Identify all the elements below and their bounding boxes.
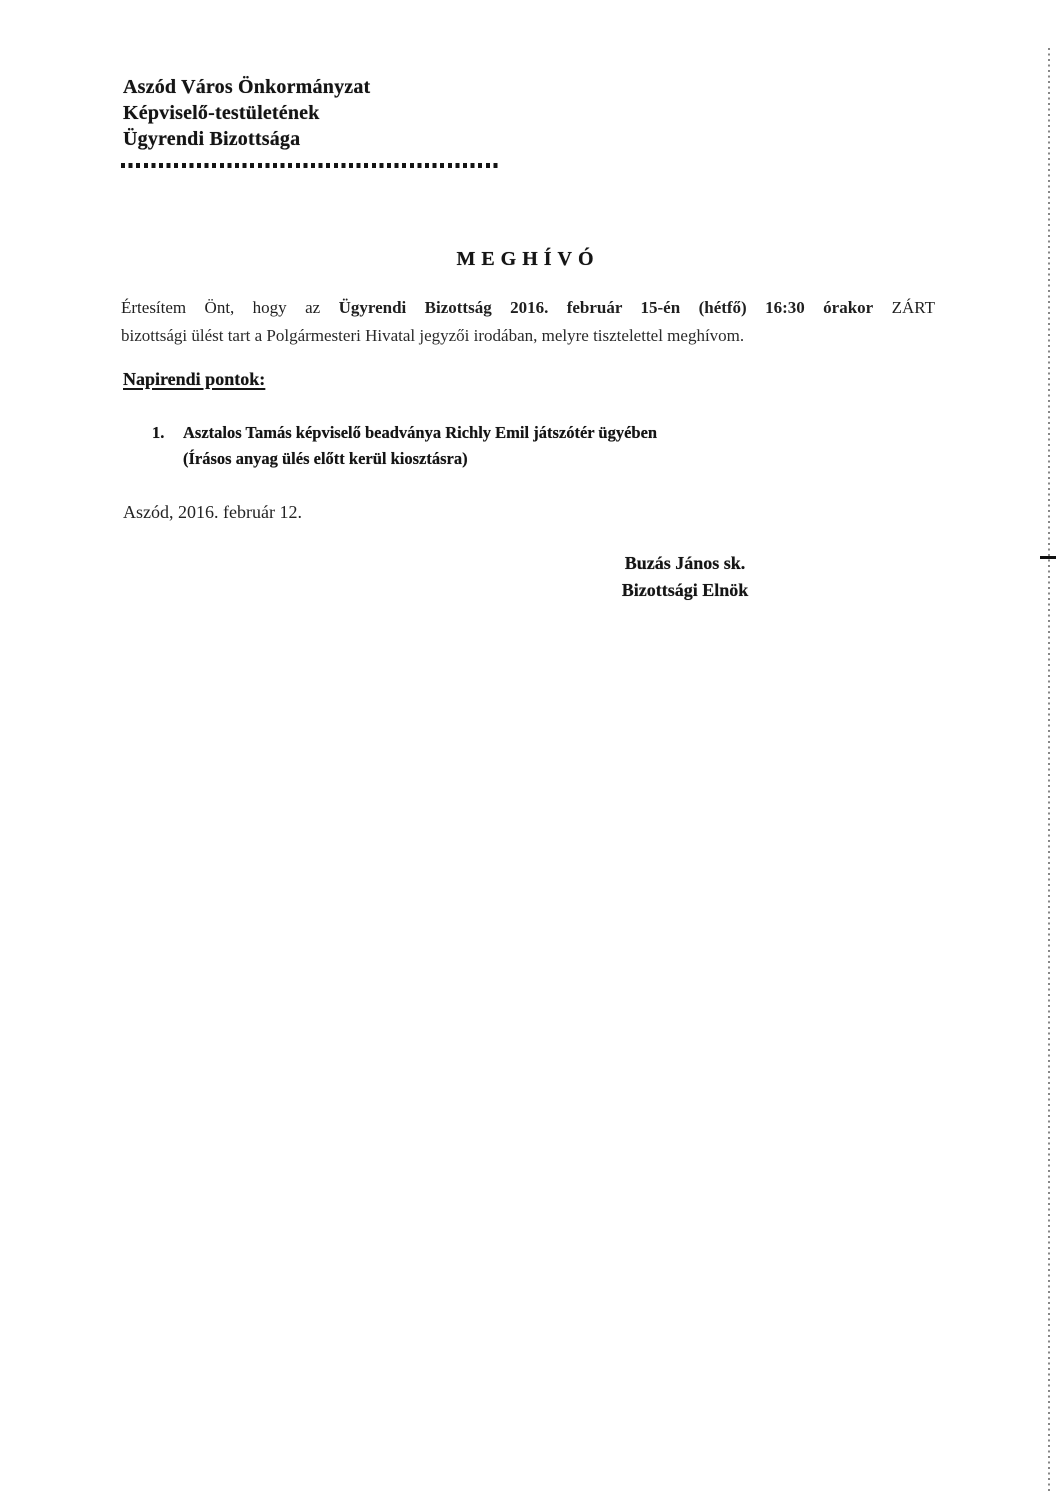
invitation-text-bold: Ügyrendi Bizottság 2016. február 15-én (hétfő) 16:30 órakor xyxy=(338,298,874,317)
scan-artifact-mark xyxy=(1040,556,1056,559)
invitation-paragraph xyxy=(121,294,935,350)
signature-title: Bizottsági Elnök xyxy=(621,580,749,600)
dotted-separator xyxy=(121,163,499,168)
invitation-text-regular-end: ZÁRT xyxy=(873,298,935,317)
scan-artifact-line xyxy=(1048,48,1050,1493)
agenda-heading: Napirendi pontok: xyxy=(123,369,266,389)
signature-block xyxy=(600,550,770,604)
invitation-text-regular-start: Értesítem Önt, hogy az xyxy=(121,298,339,317)
agenda-item-number: 1. xyxy=(152,423,165,442)
document-title: MEGHÍVÓ xyxy=(456,248,600,270)
agenda-item-note: (Írásos anyag ülés előtt kerül kiosztásra) xyxy=(183,449,468,468)
invitation-line-2: bizottsági ülést tart a Polgármesteri Hivatal jegyzői irodában, melyre tisztelettel meghívom. xyxy=(121,326,745,345)
agenda-item-1 xyxy=(152,420,657,472)
sender-committee: Ügyrendi Bizottsága xyxy=(123,128,301,150)
agenda-item-text xyxy=(183,420,657,472)
sender-header xyxy=(123,74,370,152)
sender-organization: Aszód Város Önkormányzat xyxy=(123,76,371,98)
agenda-item-title: Asztalos Tamás képviselő beadványa Richly Emil játszótér ügyében xyxy=(183,423,658,442)
signature-name: Buzás János sk. xyxy=(624,553,746,573)
sender-body: Képviselő-testületének xyxy=(123,102,320,124)
invitation-line-1 xyxy=(121,294,935,322)
date-line: Aszód, 2016. február 12. xyxy=(123,502,302,522)
